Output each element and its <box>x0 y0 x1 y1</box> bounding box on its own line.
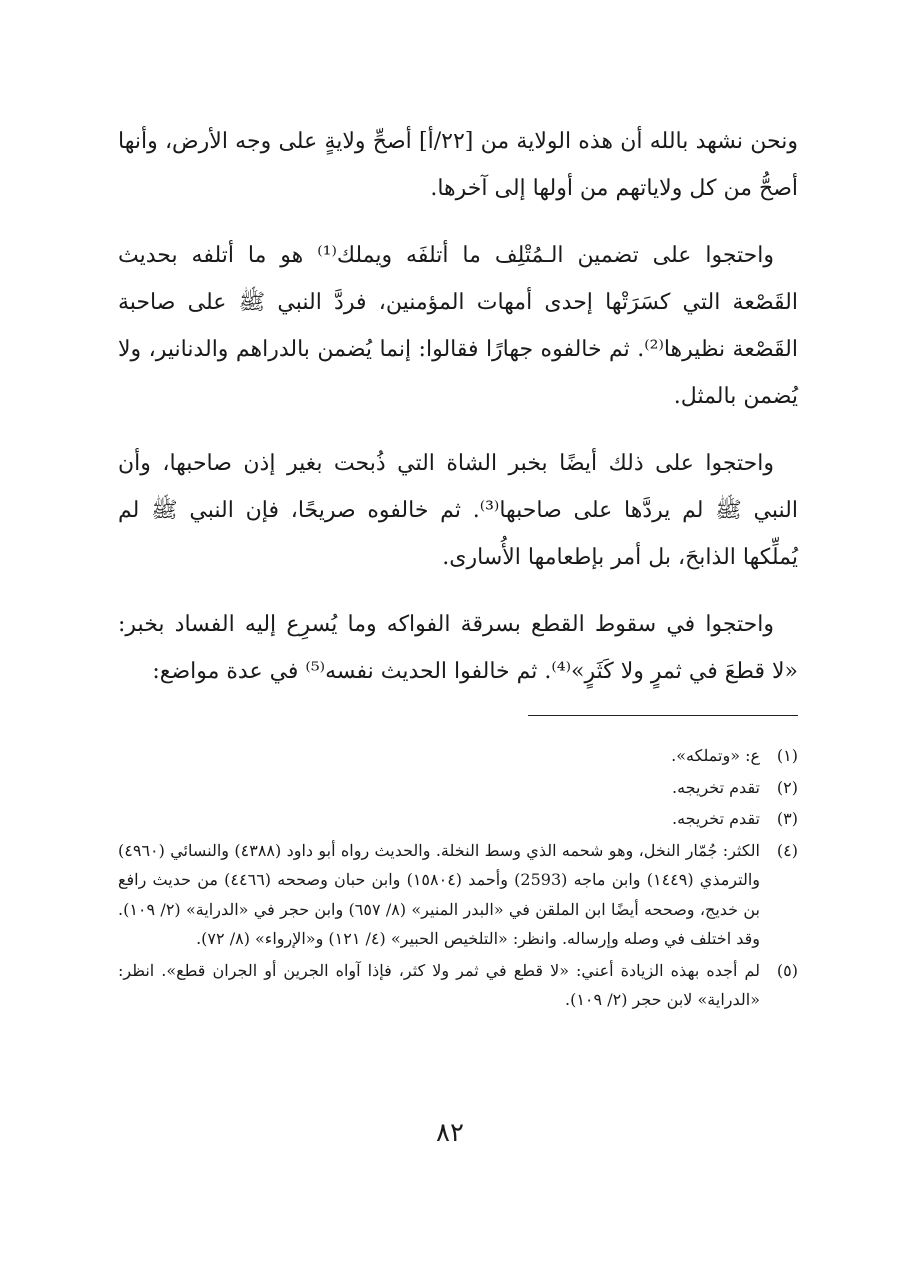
footnote-text: تقدم تخريجه. <box>672 777 760 797</box>
footnote-text: ع: «وتملكه». <box>671 746 760 765</box>
footnote-3 <box>118 804 798 834</box>
footnote-number: (١) <box>776 746 798 765</box>
footnote-1 <box>118 741 798 771</box>
footnote-text: تقدم تخريجه. <box>672 809 760 828</box>
footnote-number: (٢) <box>776 777 798 797</box>
footnote-text: لم أجده بهذه الزيادة أعني: «لا قطع في ثمر ولا كثر، فإذا آواه الجرين أو الجران قطع». انظر: «الدراية» لابن حجر (٢/ ١٠٩). <box>118 960 760 1009</box>
page-number: ٨٢ <box>436 1118 464 1148</box>
footnote-number: (٤) <box>776 840 798 860</box>
footnote-separator <box>528 715 798 716</box>
paragraph-2: واحتجوا على تضمين الـمُتْلِف ما أتلفَه ويملك⁽¹⁾ هو ما أتلفه بحديث القَصْعة التي كسَرَتْها إحدى أمهات المؤمنين، فردَّ النبي ﷺ على صاحبة القَصْعة نظيرها⁽²⁾. ثم خالفوه جهارًا فقالوا: إنما يُضمن بالدراهم والدنانير، ولا يُضمن بالمثل. <box>118 243 798 409</box>
footnote-separator-area <box>118 715 798 717</box>
footnote-text: الكثر: جُمّار النخل، وهو شحمه الذي وسط النخلة. والحديث رواه أبو داود (٤٣٨٨) والنسائي (٤٩٦٠) والترمذي (١٤٤٩) وابن ماجه (2593) وأحمد (١٥٨٠٤) وابن حبان وصححه (٤٤٦٦) من حديث رافع بن خديج، وصححه أيضًا ابن الملقن في «البدر المنير» (٨/ ٦٥٧) وابن حجر في «الدراية» (٢/ ١٠٩). وقد اختلف في وصله وإرساله. وانظر: «التلخيص الحبير» (٤/ ١٢١) و«الإرواء» (٨/ ٧٢). <box>118 840 761 948</box>
main-text <box>118 118 798 695</box>
footnote-4 <box>118 836 798 954</box>
paragraph-4: واحتجوا في سقوط القطع بسرقة الفواكه وما يُسرِع إليه الفساد بخبر: «لا قطعَ في ثمرٍ ولا كَثَرٍ»⁽⁴⁾. ثم خالفوا الحديث نفسه⁽⁵⁾ في عدة مواضع: <box>118 612 798 684</box>
book-page <box>118 118 798 1017</box>
footnotes <box>118 741 798 1015</box>
footnote-2 <box>118 773 798 803</box>
paragraph-1: ونحن نشهد بالله أن هذه الولاية من [٢٢/أ] أصحِّ ولايةٍ على وجه الأرض، وأنها أصحُّ من كل ولاياتهم من أولها إلى آخرها. <box>118 129 798 201</box>
footnote-number: (٥) <box>776 960 798 980</box>
paragraph-3: واحتجوا على ذلك أيضًا بخبر الشاة التي ذُبحت بغير إذن صاحبها، وأن النبي ﷺ لم يردَّها على صاحبها⁽³⁾. ثم خالفوه صريحًا، فإن النبي ﷺ لم يُملِّكها الذابحَ، بل أمر بإطعامها الأُسارى. <box>118 451 798 570</box>
footnote-5 <box>118 956 798 1015</box>
footnote-number: (٣) <box>776 809 798 828</box>
